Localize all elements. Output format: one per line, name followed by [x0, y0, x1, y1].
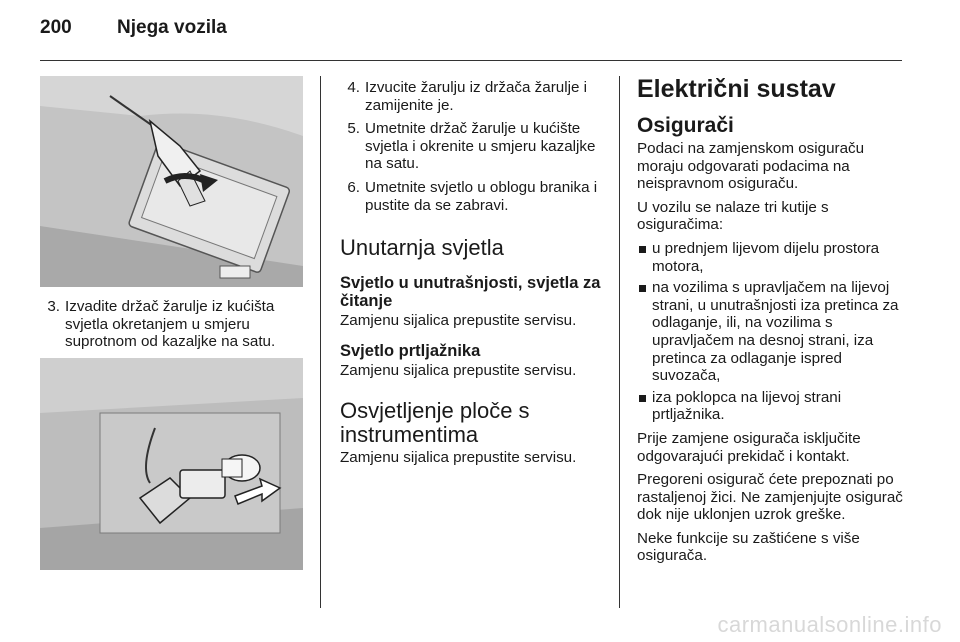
- step-5: [340, 120, 605, 173]
- header-rule: [40, 60, 902, 61]
- heading-instrument-lighting: Osvjetljenje ploče s instrumentima: [340, 398, 530, 448]
- heading-reading-lights: Svjetlo u unutrašnjosti, svjetla za čitanje: [340, 274, 601, 311]
- heading-interior-lights: Unutarnja svjetla: [340, 235, 504, 261]
- figure-bulb-holder-removal: [40, 76, 303, 287]
- step-5-text: Umetnite držač žarulje u kućište svjetla i okrenite u smjeru kazaljke na satu.: [365, 120, 596, 173]
- step-6-number: 6.: [347, 178, 360, 196]
- text-reading-lights: Zamjenu sijalica prepustite servisu.: [340, 312, 577, 330]
- heading-fuses: Osigurači: [637, 114, 734, 137]
- watermark: carmanualsonline.info: [717, 612, 942, 637]
- step-4-number: 4.: [347, 79, 360, 96]
- figure-bulb-pull-out: [40, 358, 303, 570]
- column-divider-right: [619, 76, 620, 608]
- step-3-number: 3.: [47, 298, 60, 315]
- step-3-text: Izvadite držač žarulje iz kućišta svjetla okretanjem u smjeru suprotnom od kazaljke na satu.: [65, 298, 276, 351]
- list-item: iza poklopca na lijevoj strani prtljažnika.: [637, 389, 905, 424]
- page-header-title: Njega vozila: [117, 17, 227, 38]
- column-divider-left: [320, 76, 321, 608]
- step-4-text: Izvucite žarulju iz držača žarulje i zamijenite je.: [365, 79, 587, 114]
- step-6: [340, 179, 605, 214]
- heading-electrical-system: Električni sustav: [637, 75, 836, 103]
- step-4: [340, 79, 605, 114]
- text-trunk-light: Zamjenu sijalica prepustite servisu.: [340, 361, 577, 379]
- step-6-text: Umetnite svjetlo u oblogu branika i pustite da se zabravi.: [365, 178, 598, 214]
- text-instrument-lighting: Zamjenu sijalica prepustite servisu.: [340, 449, 577, 467]
- list-item: na vozilima s upravljačem na lijevoj strani, u unutrašnjosti iza pretinca za odlaganje, ili, na vozilima s upravljačem na desnoj strani, iza pretinca za odlaganje ispred suvozača,: [637, 279, 905, 385]
- fuse-paragraph-3: Prije zamjene osigurača isključite odgovarajući prekidač i kontakt.: [637, 429, 861, 465]
- fuse-paragraph-4: Pregoreni osigurač ćete prepoznati po rastaljenoj žici. Ne zamjenjujte osigurač dok nije uklonjen uzrok greške.: [637, 471, 903, 524]
- middle-column: [340, 79, 605, 473]
- heading-trunk-light: Svjetlo prtljažnika: [340, 341, 481, 360]
- right-column: [637, 75, 905, 571]
- page-number: 200: [40, 17, 72, 38]
- list-item: u prednjem lijevom dijelu prostora motora,: [637, 240, 905, 275]
- fuse-box-locations: [637, 240, 905, 424]
- fuse-paragraph-5: Neke funkcije su zaštićene s više osigurača.: [637, 529, 860, 565]
- step-3: [40, 298, 305, 351]
- fuse-paragraph-2: U vozilu se nalaze tri kutije s osiguračima:: [637, 198, 829, 234]
- left-column-text: [40, 298, 305, 357]
- step-5-number: 5.: [347, 120, 360, 138]
- fuse-paragraph-1: Podaci na zamjenskom osiguraču moraju odgovarati podacima na neispravnom osiguraču.: [637, 140, 865, 193]
